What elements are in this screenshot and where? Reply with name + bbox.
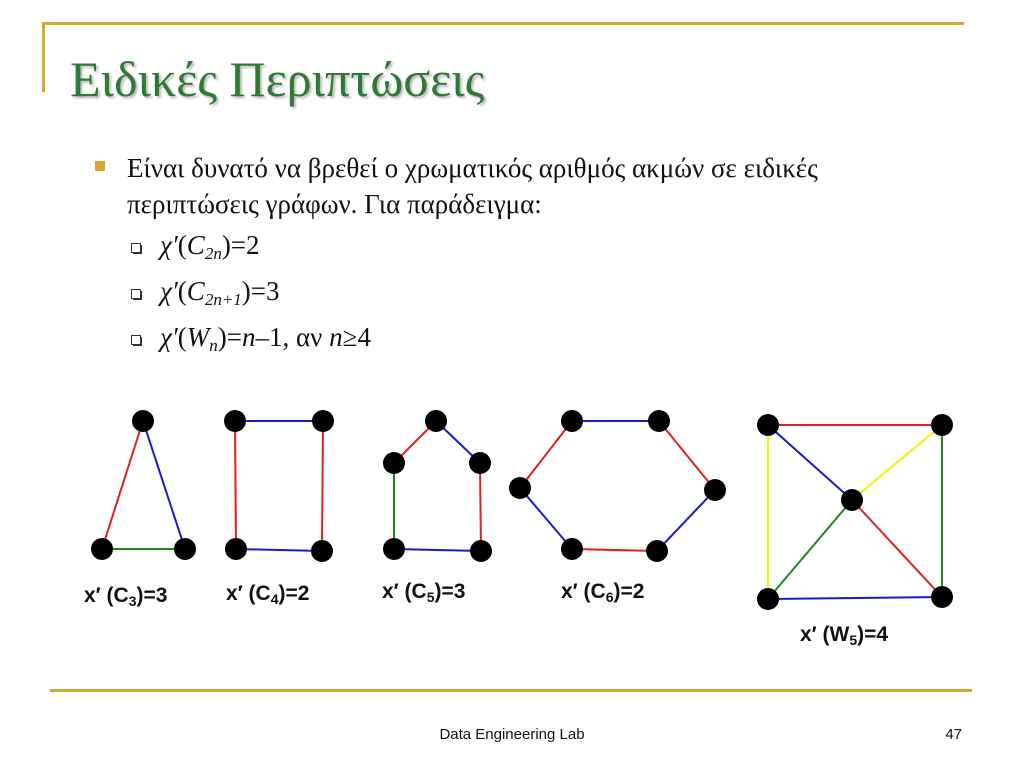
caption-c6: x′ $(C_6)=2$ bbox=[561, 580, 645, 605]
graph-c3 bbox=[91, 410, 196, 560]
edge bbox=[659, 421, 715, 490]
vertex bbox=[469, 452, 491, 474]
graph-c6 bbox=[509, 410, 726, 562]
sub-item-c2n: $\chi'(C_{2n})=2$ bbox=[160, 230, 260, 263]
edge bbox=[768, 597, 942, 599]
edge bbox=[480, 463, 481, 551]
vertex bbox=[225, 538, 247, 560]
vertex bbox=[648, 410, 670, 432]
edge bbox=[768, 500, 852, 599]
graph-c4 bbox=[224, 410, 334, 562]
caption-c3: x′ $(C_3)=3$ bbox=[84, 584, 168, 609]
edge bbox=[236, 549, 322, 551]
vertex bbox=[757, 414, 779, 436]
edge bbox=[102, 421, 143, 549]
page-number: 47 bbox=[945, 726, 962, 743]
edge bbox=[768, 425, 852, 500]
edge bbox=[143, 421, 185, 549]
sub-item-c2n1: $\chi'(C_{2n+1})=3$ bbox=[160, 276, 280, 309]
vertex bbox=[931, 414, 953, 436]
vertex bbox=[931, 586, 953, 608]
vertex bbox=[224, 410, 246, 432]
vertex bbox=[311, 540, 333, 562]
vertex bbox=[312, 410, 334, 432]
vertex bbox=[704, 479, 726, 501]
graph-c5 bbox=[383, 410, 492, 562]
vertex bbox=[91, 538, 113, 560]
vertex bbox=[383, 538, 405, 560]
slide-title: Ειδικές Περιπτώσεις bbox=[70, 51, 485, 107]
footer-line bbox=[50, 689, 972, 692]
edge bbox=[852, 425, 942, 500]
vertex bbox=[561, 410, 583, 432]
vertex bbox=[841, 489, 863, 511]
vertex bbox=[425, 410, 447, 432]
caption-c5: x′ $(C_5)=3$ bbox=[382, 580, 466, 605]
vertex bbox=[509, 477, 531, 499]
vertex bbox=[174, 538, 196, 560]
edge bbox=[520, 421, 572, 488]
vertex bbox=[470, 540, 492, 562]
caption-w5: x′ $(W_5)=4$ bbox=[800, 623, 889, 648]
vertex bbox=[757, 588, 779, 610]
caption-c4: x′ $(C_4)=2$ bbox=[226, 582, 310, 607]
vertex bbox=[132, 410, 154, 432]
edge bbox=[394, 549, 481, 551]
vertex bbox=[561, 538, 583, 560]
edge bbox=[520, 488, 572, 549]
edge bbox=[572, 549, 657, 551]
vertex bbox=[646, 540, 668, 562]
footer-text: Data Engineering Lab bbox=[439, 726, 585, 743]
vertex bbox=[383, 452, 405, 474]
edge bbox=[235, 421, 236, 549]
edge bbox=[852, 500, 942, 597]
graph-w5 bbox=[757, 414, 953, 610]
edge bbox=[322, 421, 323, 551]
edge bbox=[657, 490, 715, 551]
bullet-text: Είναι δυνατό να βρεθεί ο χρωματικός αριθμός ακμών σε ειδικές περιπτώσεις γράφων. Για παράδειγμα: bbox=[127, 153, 818, 219]
sub-item-wn: $\chi'(W_n)=n-1$, αν n≥4 bbox=[160, 322, 371, 355]
